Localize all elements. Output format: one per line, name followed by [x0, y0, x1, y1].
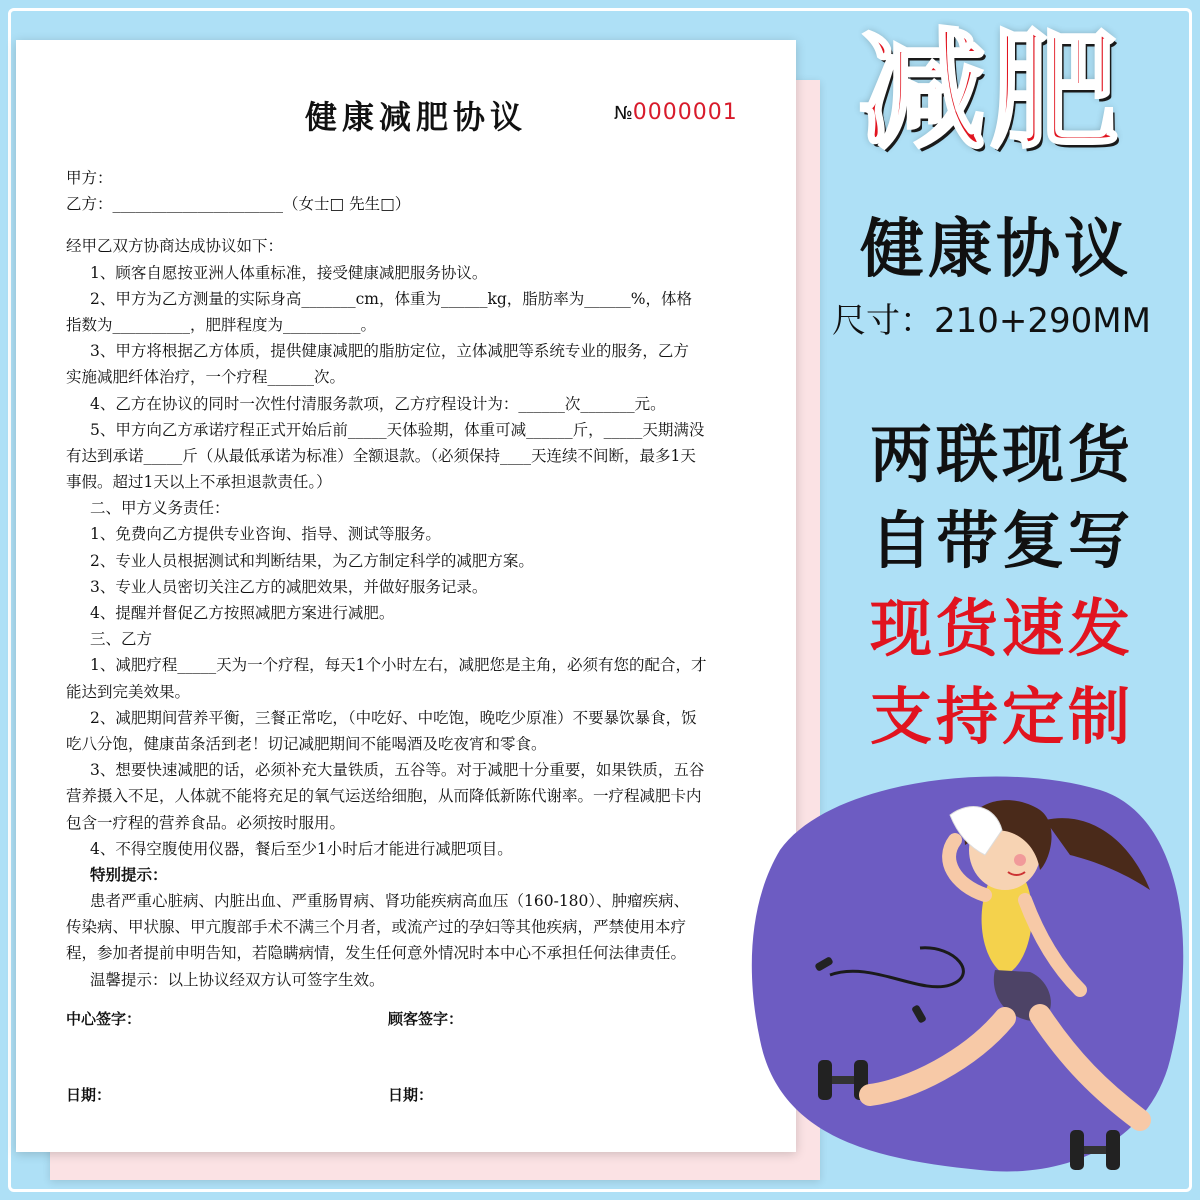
date-right-label: 日期：: [388, 1086, 434, 1104]
agreement-line: 乙方：______________________（女士□ 先生□）: [66, 195, 411, 214]
agreement-line: 1、免费向乙方提供专业咨询、指导、测试等服务。: [90, 525, 441, 544]
agreement-body: [66, 165, 776, 993]
center-signature-label: 中心签字：: [66, 1010, 142, 1028]
agreement-line: 有达到承诺_____斤（从最低承诺为标准）全额退款。（必须保持____天连续不间断，最多1天: [66, 446, 696, 465]
document-title: 健康减肥协议: [304, 98, 527, 136]
cheek-shape: [1014, 854, 1026, 866]
agreement-line: 事假。超过1天以上不承担退款责任。）: [66, 473, 332, 492]
agreement-line: 指数为__________，肥胖程度为__________。: [66, 315, 377, 334]
agreement-line: 实施减肥纤体治疗，一个疗程______次。: [66, 368, 346, 387]
agreement-line: 营养摄入不足，人体就不能将充足的氧气运送给细胞，从而降低新陈代谢率。一疗程减肥卡内: [66, 787, 702, 806]
promo-sub-title: 健康协议: [860, 213, 1132, 287]
agreement-sheet: [16, 40, 796, 1152]
fitness-girl-illustration: [740, 760, 1190, 1190]
feature-fast-ship: 现货速发: [870, 592, 1135, 665]
agreement-line: 经甲乙双方协商达成协议如下：: [66, 237, 284, 256]
agreement-line: 温馨提示：以上协议经双方认可签字生效。: [90, 970, 385, 989]
agreement-line: 3、想要快速减肥的话，必须补充大量铁质，五谷等。对于减肥十分重要，如果铁质，五谷: [90, 761, 705, 780]
agreement-line: 2、甲方为乙方测量的实际身高_______cm，体重为______kg，脂肪率为______%，体格: [90, 289, 693, 308]
agreement-line: 2、减肥期间营养平衡，三餐正常吃，（中吃好、中吃饱，晚吃少原准）不要暴饮暴食，饭: [90, 708, 697, 727]
feature-customizable: 支持定制: [870, 680, 1135, 753]
promo-big-title: 减肥: [858, 17, 1123, 166]
date-left-label: 日期：: [66, 1086, 112, 1104]
customer-signature-label: 顾客签字：: [388, 1010, 464, 1028]
agreement-line: 1、顾客自愿按亚洲人体重标准，接受健康减肥服务协议。: [90, 263, 488, 282]
agreement-line: 2、专业人员根据测试和判断结果，为乙方制定科学的减肥方案。: [90, 551, 534, 570]
serial-prefix: №: [614, 103, 633, 124]
agreement-line: 特别提示：: [90, 864, 168, 884]
agreement-line: 程，参加者提前申明告知，若隐瞒病情，发生任何意外情况时本中心不承担任何法律责任。: [66, 944, 687, 963]
promo-size: 尺寸：210+290MM: [832, 301, 1151, 341]
agreement-line: 包含一疗程的营养食品。必须按时服用。: [66, 813, 346, 832]
agreement-line: 4、乙方在协议的同时一次性付清服务款项，乙方疗程设计为：______次_______元。: [90, 394, 666, 413]
agreement-line: 5、甲方向乙方承诺疗程正式开始后前_____天体验期，体重可减______斤，_____天期满没: [90, 420, 705, 439]
agreement-line: 传染病、甲状腺、甲亢腹部手术不满三个月者，或流产过的孕妇等其他疾病，严禁使用本疗: [66, 918, 687, 937]
agreement-line: 3、专业人员密切关注乙方的减肥效果，并做好服务记录。: [90, 577, 488, 596]
agreement-line: 甲方：: [66, 169, 113, 187]
agreement-line: 4、提醒并督促乙方按照减肥方案进行减肥。: [90, 604, 395, 622]
agreement-line: 1、减肥疗程_____天为一个疗程，每天1个小时左右，减肥您是主角，必须有您的配合，才: [90, 656, 707, 675]
agreement-line: 4、不得空腹使用仪器，餐后至少1小时后才能进行减肥项目。: [90, 839, 513, 858]
agreement-line: 吃八分饱，健康苗条活到老！切记减肥期间不能喝酒及吃夜宵和零食。: [66, 734, 547, 753]
serial-number: [614, 100, 738, 125]
feature-two-part: 两联现货: [870, 418, 1135, 491]
feature-carbonless: 自带复写: [870, 504, 1135, 577]
agreement-line: 能达到完美效果。: [66, 682, 191, 701]
serial-value: 0000001: [632, 100, 738, 125]
agreement-line: 患者严重心脏病、内脏出血、严重肠胃病、肾功能疾病高血压（160-180）、肿瘤疾病、: [90, 892, 690, 911]
spacer: [66, 217, 776, 233]
agreement-line: 二、甲方义务责任：: [90, 499, 230, 518]
agreement-line: 三、乙方: [90, 630, 153, 649]
agreement-line: 3、甲方将根据乙方体质，提供健康减肥的脂肪定位，立体减肥等系统专业的服务，乙方: [90, 342, 689, 361]
